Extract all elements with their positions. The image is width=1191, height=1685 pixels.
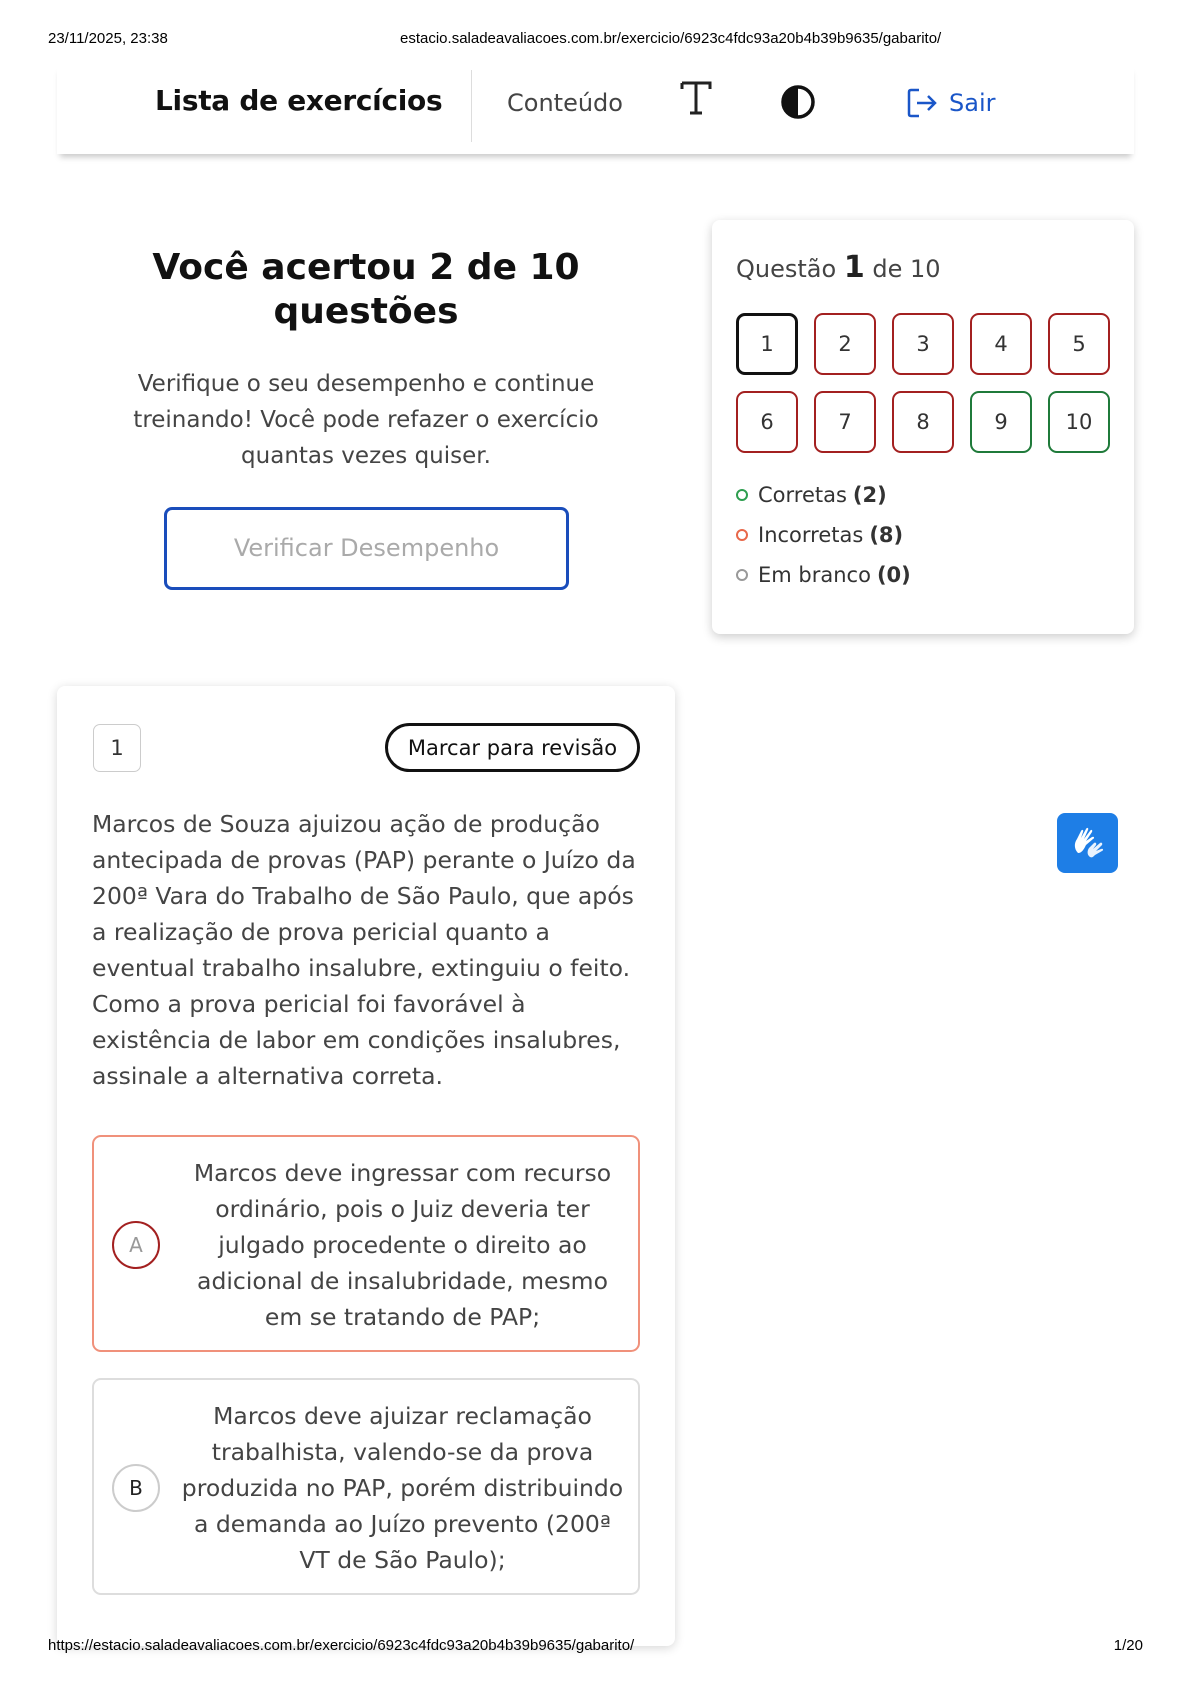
alternative-b[interactable] bbox=[92, 1378, 640, 1595]
legend-label: Corretas bbox=[758, 483, 847, 507]
print-page-number: 1/20 bbox=[1113, 1637, 1143, 1654]
logout-icon bbox=[905, 86, 939, 120]
legend-count: (0) bbox=[876, 563, 911, 587]
legend-label: Incorretas bbox=[758, 523, 864, 547]
top-navigation-bar bbox=[57, 64, 1134, 154]
question-text: Marcos de Souza ajuizou ação de produção antecipada de provas (PAP) perante o Juízo da 200ª Vara do Trabalho de São Paulo, que após a realização de prova pericial quanto a eventual trabalho insalubre, extinguiu o feito. Como a prova pericial foi favorável à existência de labor em condições insalubres, assinale a alternativa correta. bbox=[92, 810, 636, 1090]
alternative-letter: A bbox=[112, 1221, 160, 1269]
alternative-text: Marcos deve ingressar com recurso ordinário, pois o Juiz deveria ter julgado procedente o direito ao adicional de insalubridade, mesmo em se tratando de PAP; bbox=[193, 1159, 612, 1331]
sign-language-hands-icon bbox=[1068, 823, 1108, 863]
alternative-a[interactable] bbox=[92, 1135, 640, 1352]
question-button-3[interactable]: 3 bbox=[892, 313, 954, 375]
blank-dot-icon bbox=[736, 569, 748, 581]
content-link[interactable]: Conteúdo bbox=[507, 89, 623, 117]
counter-prefix: Questão bbox=[736, 255, 837, 283]
sign-language-accessibility-button[interactable] bbox=[1057, 813, 1118, 873]
correct-dot-icon bbox=[736, 489, 748, 501]
question-counter bbox=[736, 250, 941, 285]
text-size-icon[interactable] bbox=[679, 80, 713, 116]
question-button-9[interactable]: 9 bbox=[970, 391, 1032, 453]
print-datetime: 23/11/2025, 23:38 bbox=[48, 30, 168, 47]
logout-label: Sair bbox=[949, 89, 996, 117]
question-button-8[interactable]: 8 bbox=[892, 391, 954, 453]
question-button-4[interactable]: 4 bbox=[970, 313, 1032, 375]
print-url: estacio.saladeavaliacoes.com.br/exercicio/6923c4fdc93a20b4b39b9635/gabarito/ bbox=[400, 30, 942, 47]
question-button-6[interactable]: 6 bbox=[736, 391, 798, 453]
question-button-10[interactable]: 10 bbox=[1048, 391, 1110, 453]
question-navigator-panel bbox=[712, 220, 1134, 634]
question-card bbox=[57, 686, 675, 1646]
question-button-5[interactable]: 5 bbox=[1048, 313, 1110, 375]
logout-button[interactable] bbox=[905, 86, 995, 120]
legend-count: (8) bbox=[869, 523, 904, 547]
legend-incorrect bbox=[736, 515, 911, 555]
alternative-text: Marcos deve ajuizar reclamação trabalhista, valendo-se da prova produzida no PAP, porém distribuindo a demanda ao Juízo prevento (200ª VT de São Paulo); bbox=[181, 1402, 624, 1574]
nav-divider bbox=[471, 70, 472, 142]
counter-suffix: de 10 bbox=[872, 255, 941, 283]
legend-blank bbox=[736, 555, 911, 595]
alternative-letter: B bbox=[112, 1464, 160, 1512]
contrast-icon[interactable] bbox=[780, 84, 816, 120]
counter-current: 1 bbox=[843, 250, 865, 285]
legend-correct bbox=[736, 475, 911, 515]
status-legend bbox=[736, 475, 911, 595]
print-footer-url: https://estacio.saladeavaliacoes.com.br/exercicio/6923c4fdc93a20b4b39b9635/gabarito/ bbox=[48, 1637, 635, 1654]
question-button-1[interactable]: 1 bbox=[736, 313, 798, 375]
question-button-7[interactable]: 7 bbox=[814, 391, 876, 453]
result-title: Você acertou 2 de 10 questões bbox=[152, 247, 580, 332]
question-button-2[interactable]: 2 bbox=[814, 313, 876, 375]
incorrect-dot-icon bbox=[736, 529, 748, 541]
legend-count: (2) bbox=[852, 483, 887, 507]
page-title: Lista de exercícios bbox=[155, 84, 443, 117]
legend-label: Em branco bbox=[758, 563, 871, 587]
mark-for-review-button[interactable]: Marcar para revisão bbox=[385, 723, 640, 772]
question-number-badge: 1 bbox=[93, 724, 141, 772]
verify-performance-button[interactable]: Verificar Desempenho bbox=[164, 507, 569, 590]
result-description: Verifique o seu desempenho e continue treinando! Você pode refazer o exercício quantas vezes quiser. bbox=[133, 371, 599, 469]
